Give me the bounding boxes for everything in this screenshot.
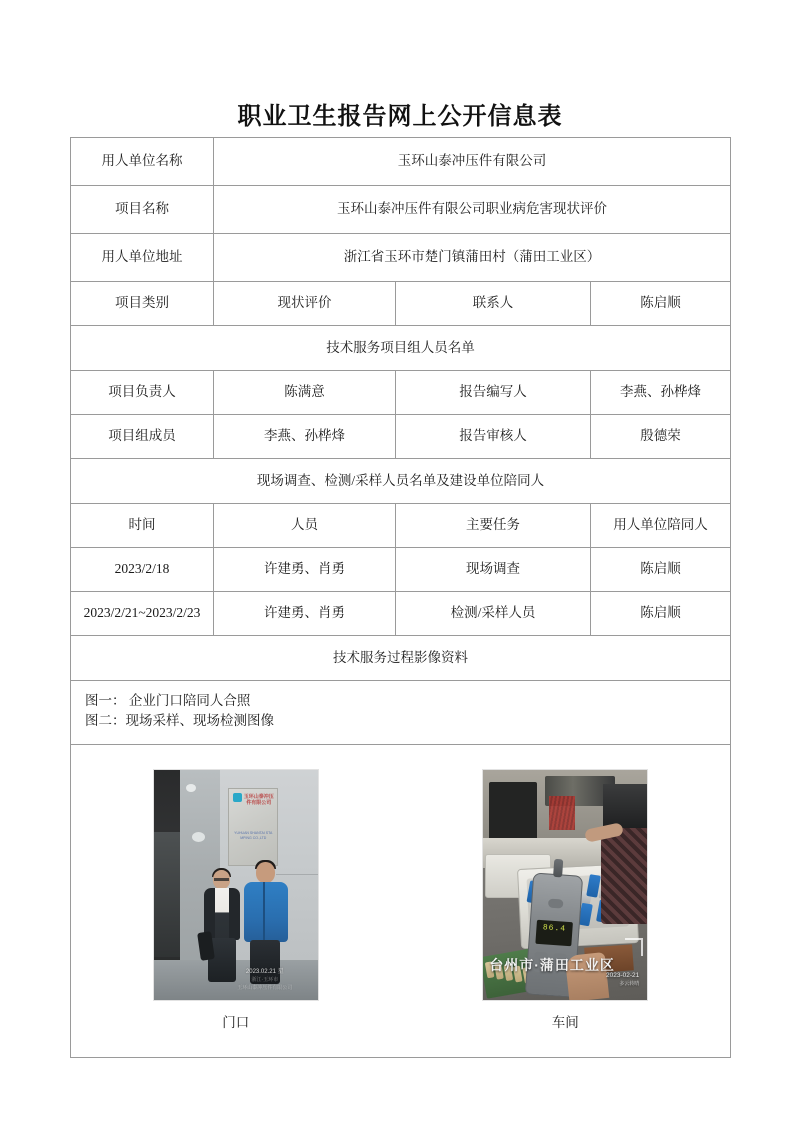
survey-row-time: 2023/2/21~2023/2/23 — [71, 592, 214, 636]
survey-row-task: 检测/采样人员 — [396, 592, 591, 636]
survey-row-people: 许建勇、肖勇 — [214, 548, 396, 592]
media-section-band: 技术服务过程影像资料 — [71, 636, 731, 681]
photo-workshop-watermark-date-text: 2023-02-21 — [606, 972, 640, 980]
media-caption-line-1: 图一： 企业门口陪同人合照 — [85, 693, 251, 708]
table-row — [71, 326, 731, 371]
employer-address-value: 浙江省玉环市楚门镇蒲田村（蒲田工业区） — [214, 234, 731, 282]
photo-gate-watermark-line2: 浙江·玉环市 — [251, 977, 279, 984]
report-reviewer-label: 报告审核人 — [396, 415, 591, 459]
survey-header-task: 主要任务 — [396, 504, 591, 548]
survey-header-escort: 用人单位陪同人 — [591, 504, 731, 548]
photo-gate-doorway — [154, 832, 182, 957]
table-row — [71, 504, 731, 548]
media-caption-line-2: 图二：现场采样、现场检测图像 — [85, 713, 274, 729]
company-sign-text: 玉环山泰冲压件有限公司 — [243, 794, 274, 807]
project-leader-label: 项目负责人 — [71, 371, 214, 415]
table-row — [71, 681, 731, 745]
table-row — [71, 234, 731, 282]
photo-workshop-worker — [593, 822, 647, 928]
project-name-label: 项目名称 — [71, 186, 214, 234]
photo-workshop-wires — [549, 796, 575, 830]
employer-address-label: 用人单位地址 — [71, 234, 214, 282]
survey-row-task: 现场调查 — [396, 548, 591, 592]
company-sign-icon — [228, 788, 278, 866]
employer-name-label: 用人单位名称 — [71, 138, 214, 186]
media-captions-cell — [71, 681, 731, 745]
report-reviewer-value: 殷德荣 — [591, 415, 731, 459]
photo-block-gate — [111, 769, 361, 1033]
photo-gate-person-left — [201, 870, 243, 982]
survey-row-time: 2023/2/18 — [71, 548, 214, 592]
table-row — [71, 415, 731, 459]
team-members-label: 项目组成员 — [71, 415, 214, 459]
table-row — [71, 282, 731, 326]
photo-gate-watermark — [216, 968, 314, 992]
photo-workshop-watermark-date — [606, 972, 639, 988]
survey-row-escort: 陈启顺 — [591, 548, 731, 592]
table-row — [71, 371, 731, 415]
public-information-table — [70, 137, 731, 1058]
table-row — [71, 548, 731, 592]
table-row — [71, 459, 731, 504]
project-category-value: 现状评价 — [214, 282, 396, 326]
survey-section-band: 现场调查、检测/采样人员名单及建设单位陪同人 — [71, 459, 731, 504]
photo-workshop-watermark-location: 台州市·蒲田工业区 — [489, 957, 615, 974]
page-title: 职业卫生报告网上公开信息表 — [237, 104, 563, 130]
photo-workshop-image — [482, 769, 648, 1001]
team-members-value: 李燕、孙桦烽 — [214, 415, 396, 459]
photo-workshop-panel — [489, 782, 537, 842]
photo-gate-watermark-line1: 2023.02.21 星 — [245, 969, 284, 976]
survey-row-escort: 陈启顺 — [591, 592, 731, 636]
survey-row-people: 许建勇、肖勇 — [214, 592, 396, 636]
photo-workshop-corner-mark — [625, 938, 643, 956]
photo-gate-person-right — [242, 862, 290, 984]
table-row — [71, 186, 731, 234]
report-writer-label: 报告编写人 — [396, 371, 591, 415]
photo-workshop-watermark-weather: 多云转晴 — [619, 981, 640, 988]
photo-gate-image — [153, 769, 319, 1001]
contact-person-value: 陈启顺 — [591, 282, 731, 326]
photo-caption-workshop: 车间 — [551, 1015, 579, 1031]
meter-reading: 86.4 — [542, 923, 567, 935]
project-category-label: 项目类别 — [71, 282, 214, 326]
contact-person-label: 联系人 — [396, 282, 591, 326]
company-logo-icon — [233, 793, 242, 802]
table-row — [71, 138, 731, 186]
company-sign-subtext: YUHUAN SHANTAI STAMPING CO.,LTD — [234, 831, 273, 841]
table-row — [71, 744, 731, 1057]
photo-caption-gate: 门口 — [222, 1015, 250, 1031]
project-name-value: 玉环山泰冲压件有限公司职业病危害现状评价 — [214, 186, 731, 234]
employer-name-value: 玉环山泰冲压件有限公司 — [214, 138, 731, 186]
table-row — [71, 636, 731, 681]
survey-header-people: 人员 — [214, 504, 396, 548]
report-writer-value: 李燕、孙桦烽 — [591, 371, 731, 415]
photo-block-workshop — [440, 769, 690, 1033]
team-section-band: 技术服务项目组人员名单 — [71, 326, 731, 371]
photos-cell — [71, 744, 731, 1057]
photo-gate-watermark-line3: 玉环山泰冲压件有限公司 — [237, 985, 293, 992]
project-leader-value: 陈满意 — [214, 371, 396, 415]
survey-header-time: 时间 — [71, 504, 214, 548]
table-row — [71, 592, 731, 636]
